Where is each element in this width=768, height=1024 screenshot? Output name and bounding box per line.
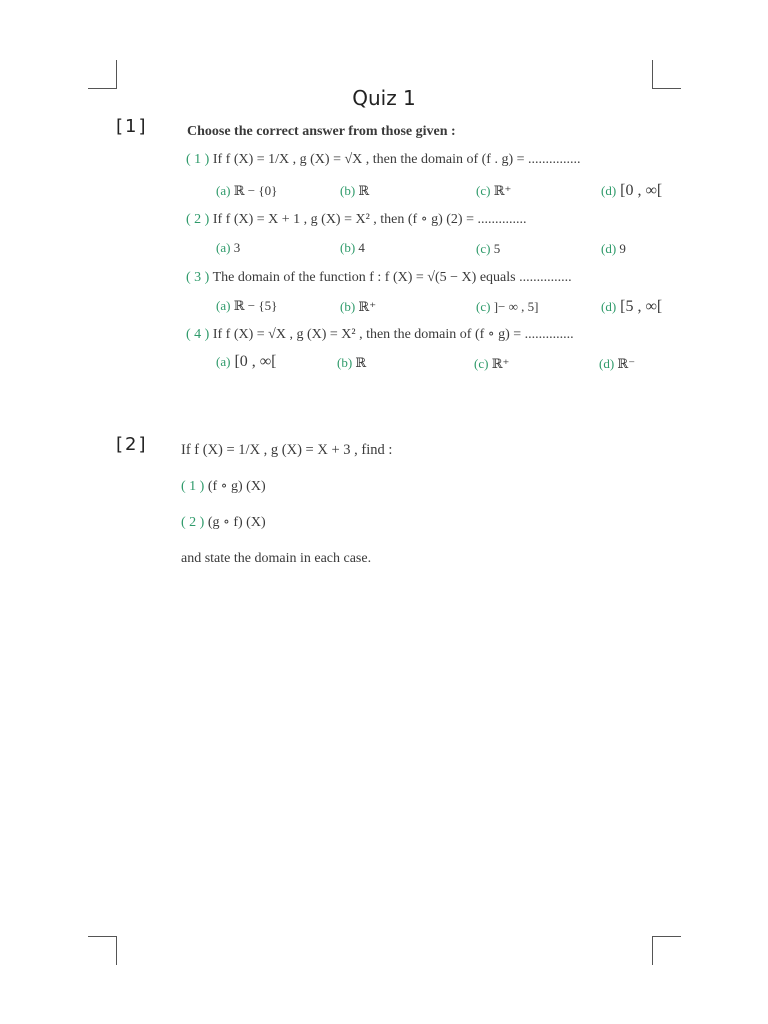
q2-closing: and state the domain in each case. (181, 551, 372, 566)
q2-part-1-number: ( 1 ) (181, 479, 205, 494)
q1-item-3-option-a: (a) ℝ − {5} (216, 298, 278, 313)
q1-item-2-number: ( 2 ) (186, 212, 210, 227)
crop-mark-bottom-left (88, 936, 117, 965)
crop-mark-top-left (88, 60, 117, 89)
q1-item-3 (186, 270, 572, 286)
q1-item-3-option-c: (c) ]− ∞ , 5] (476, 299, 539, 314)
q2-part-2-number: ( 2 ) (181, 515, 205, 530)
q1-item-4-number: ( 4 ) (186, 327, 210, 342)
q2-part-1-text: (f ∘ g) (X) (207, 479, 266, 494)
question-1-instruction: Choose the correct answer from those given : (187, 124, 456, 139)
q1-item-4 (186, 326, 574, 343)
q1-item-3-option-b: (b) ℝ⁺ (340, 299, 377, 314)
q2-part-1 (181, 478, 266, 495)
q1-item-1-option-c: (c) ℝ⁺ (476, 183, 512, 198)
q1-item-2-option-c: (c) 5 (476, 241, 501, 256)
question-2-number: [2] (116, 434, 148, 455)
q2-part-2 (181, 514, 266, 531)
q1-item-3-number: ( 3 ) (186, 270, 210, 285)
crop-mark-top-right (652, 60, 681, 89)
q1-item-1-number: ( 1 ) (186, 152, 210, 167)
q1-item-1 (186, 152, 581, 168)
question-1-number: [1] (116, 116, 148, 137)
q2-part-2-text: (g ∘ f) (X) (207, 515, 266, 530)
q1-item-3-stem: The domain of the function f : f (X) = √(5 − X) equals ............... (212, 270, 572, 285)
q1-item-2 (186, 211, 526, 228)
q1-item-1-option-d: (d) [0 , ∞[ (601, 182, 663, 199)
q1-item-2-option-d: (d) 9 (601, 241, 626, 256)
q1-item-2-option-b: (b) 4 (340, 240, 365, 255)
q1-item-2-option-a: (a) 3 (216, 240, 241, 255)
question-2-stem: If f (X) = 1/X , g (X) = X + 3 , find : (181, 442, 393, 458)
q1-item-1-option-b: (b) ℝ (340, 183, 370, 198)
q1-item-3-option-d: (d) [5 , ∞[ (601, 298, 663, 315)
q1-item-2-stem: If f (X) = X + 1 , g (X) = X² , then (f ∘ g) (2) = .............. (212, 212, 527, 227)
q1-item-4-option-d: (d) ℝ⁻ (599, 356, 636, 371)
crop-mark-bottom-right (652, 936, 681, 965)
q1-item-1-option-a: (a) ℝ − {0} (216, 183, 278, 198)
q1-item-4-option-b: (b) ℝ (337, 355, 367, 370)
page-title: Quiz 1 (352, 86, 416, 110)
q1-item-4-stem: If f (X) = √X , g (X) = X² , then the domain of (f ∘ g) = .............. (212, 327, 574, 342)
q1-item-1-stem: If f (X) = 1/X , g (X) = √X , then the domain of (f . g) = ............... (212, 152, 581, 167)
q1-item-4-option-a: (a) [0 , ∞[ (216, 353, 277, 370)
q1-item-4-option-c: (c) ℝ⁺ (474, 356, 510, 371)
